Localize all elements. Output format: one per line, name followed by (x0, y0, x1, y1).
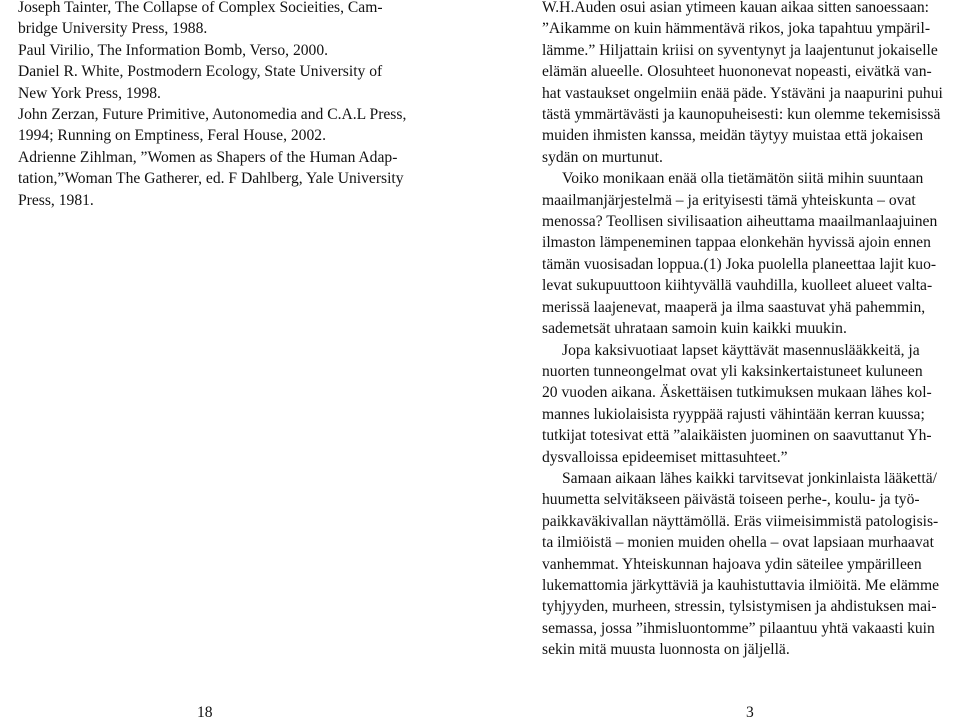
reference-line: 1994; Running on Emptiness, Feral House, 2002. (18, 127, 326, 145)
left-page-references (18, 0, 423, 211)
paragraph-line: hat vastaukset ongelmiin enää päde. Ystäväni ja naapurini puhui (542, 84, 943, 102)
paragraph-line: nuorten tunneongelmat ovat yli kaksinkertaistuneet kuluneen (542, 362, 923, 380)
reference-virilio (18, 40, 423, 61)
left-page-number: 18 (197, 704, 213, 721)
paragraph-line: sademetsät uhrataan samoin kuin kaikki muukin. (542, 320, 847, 338)
reference-line: Daniel R. White, Postmodern Ecology, State University of (18, 63, 383, 81)
paragraph-line: W.H.Auden osui asian ytimeen kauan aikaa sitten sanoessaan: (542, 0, 929, 16)
paragraph-line: lämme.” Hiljattain kriisi on syventynyt ja laajentunut jokaiselle (542, 41, 938, 59)
paragraph-line: paikkaväkivallan näyttämöllä. Eräs viimeisimmistä patologisis- (542, 512, 939, 530)
paragraph-line: huumetta selvitäkseen päivästä toiseen perhe-, koulu- ja työ- (542, 491, 920, 509)
reference-line: Paul Virilio, The Information Bomb, Verso, 2000. (18, 41, 329, 59)
paragraph-line: Voiko monikaan enää olla tietämätön siitä mihin suuntaan (562, 170, 924, 188)
paragraph-line: maailmanjärjestelmä – ja erityisesti tämä yhteiskunta – ovat (542, 191, 916, 209)
reference-zerzan (18, 104, 423, 147)
reference-line: bridge University Press, 1988. (18, 20, 208, 38)
reference-white (18, 61, 423, 104)
paragraph-line: ta ilmiöistä – monien muiden ohella – ovat lapsiaan murhaavat (542, 534, 934, 552)
paragraph-line: levat sukupuuttoon kiihtyvällä vauhdilla, kuolleet alueet valta- (542, 277, 933, 295)
right-page-number: 3 (746, 704, 754, 721)
paragraph-line: 20 vuoden aikana. Äskettäisen tutkimuksen mukaan lähes kol- (542, 384, 932, 402)
paragraph-line: tämän vuosisadan loppua.(1) Joka puolella planeettaa lajit kuo- (542, 255, 937, 273)
paragraph-line: ”Aikamme on kuin hämmentävä rikos, joka tapahtuu ympäril- (542, 20, 931, 38)
paragraph-line: tästä ymmärtävästi ja kaunopuheisesti: kun olemme tekemisissä (542, 106, 941, 124)
paragraph-line: menossa? Teollisen sivilisaation aiheuttama maailmanlaajuinen (542, 213, 938, 231)
paragraph-world-system (542, 168, 955, 339)
reference-line: Press, 1981. (18, 191, 94, 209)
reference-line: tation,”Woman The Gatherer, ed. F Dahlberg, Yale University (18, 170, 404, 188)
paragraph-line: merissä laajenevat, maaperä ja ilma saastuvat yhä pahemmin, (542, 298, 926, 316)
reference-tainter (18, 0, 423, 40)
paragraph-line: muiden ihmisten kanssa, meidän täytyy muistaa että jokaisen (542, 127, 924, 145)
reference-line: Joseph Tainter, The Collapse of Complex Socieities, Cam- (18, 0, 383, 16)
right-page-body (542, 0, 955, 661)
paragraph-line: sekin mitä muusta luonnosta on jäljellä. (542, 641, 790, 659)
paragraph-line: mannes lukiolaisista ryyppää rajusti vähintään kerran kuussa; (542, 405, 925, 423)
reference-line: New York Press, 1998. (18, 84, 161, 102)
reference-line: Adrienne Zihlman, ”Women as Shapers of the Human Adap- (18, 148, 398, 166)
paragraph-line: vanhemmat. Yhteiskunnan hajoava ydin säteilee ympärilleen (542, 555, 922, 573)
paragraph-line: lukemattomia järkyttäviä ja kauhistuttavia ilmiöitä. Me elämme (542, 576, 940, 594)
paragraph-society (542, 468, 955, 661)
reference-zihlman (18, 147, 423, 211)
paragraph-line: tyhjyyden, murheen, stressin, tylsistymisen ja ahdistuksen mai- (542, 598, 937, 616)
reference-line: John Zerzan, Future Primitive, Autonomedia and C.A.L Press, (18, 106, 407, 124)
paragraph-youth (542, 340, 955, 468)
paragraph-line: elämän alueelle. Olosuhteet huononevat nopeasti, eivätkä van- (542, 63, 932, 81)
paragraph-line: tutkijat totesivat että ”alaikäisten juominen on saavuttanut Yh- (542, 427, 932, 445)
paragraph-line: dysvalloissa epideemiset mittasuhteet.” (542, 448, 788, 466)
paragraph-line: Jopa kaksivuotiaat lapset käyttävät masennuslääkkeitä, ja (562, 341, 920, 359)
paragraph-line: sydän on murtunut. (542, 148, 663, 166)
paragraph-line: semassa, jossa ”ihmisluontomme” pilaantuu yhtä vakaasti kuin (542, 619, 935, 637)
paragraph-line: Samaan aikaan lähes kaikki tarvitsevat jonkinlaista lääkettä/ (562, 469, 937, 487)
paragraph-auden (542, 0, 955, 168)
paragraph-line: ilmaston lämpeneminen tappaa elonkehän hyvissä ajoin ennen (542, 234, 931, 252)
